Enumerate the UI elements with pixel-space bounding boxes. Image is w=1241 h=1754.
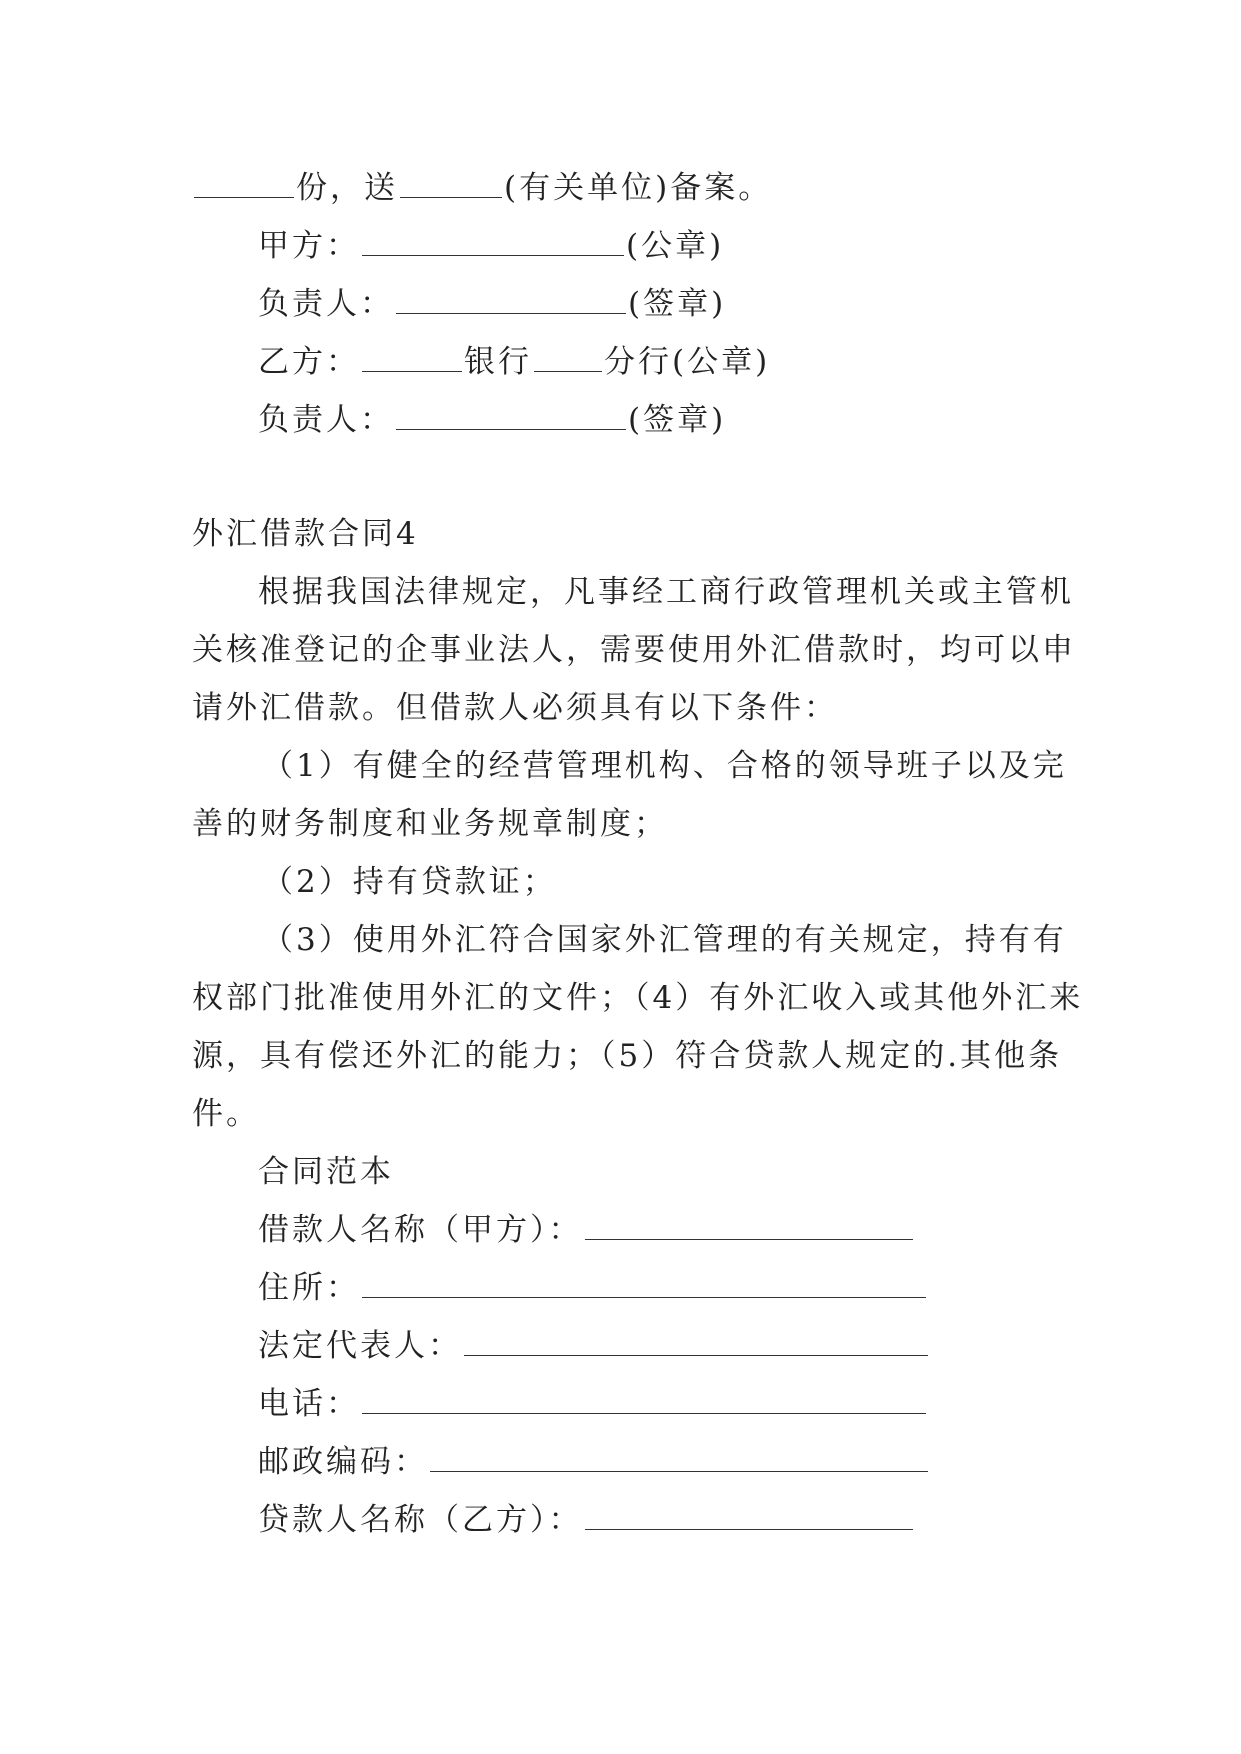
condition-1-line: （1）有健全的经营管理机构、合格的领导班子以及完	[262, 748, 1067, 784]
responsible-2-seal: (签章)	[628, 402, 727, 438]
responsible-1-label: 负责人：	[258, 286, 394, 322]
responsible-2-label: 负责人：	[258, 402, 394, 438]
condition-3-line: （3）使用外汇符合国家外汇管理的有关规定，持有有	[262, 922, 1067, 958]
filing-text-b: (有关单位)备案。	[504, 170, 773, 206]
copies-blank	[194, 171, 294, 198]
responsible-1-blank	[396, 287, 626, 314]
party-b-bank-blank	[362, 345, 462, 372]
postal-code-blank	[430, 1445, 928, 1472]
postal-code-field	[258, 1442, 930, 1482]
section-title: 外汇借款合同4	[192, 516, 419, 552]
party-a-blank	[362, 229, 624, 256]
body-line: 源，具有偿还外汇的能力；（5）符合贷款人规定的.其他条	[192, 1038, 1063, 1074]
party-a-label: 甲方：	[258, 228, 360, 264]
borrower-name-blank	[585, 1213, 913, 1240]
party-a-seal: (公章)	[626, 228, 725, 264]
legal-representative-label: 法定代表人：	[258, 1328, 462, 1364]
body-line: 善的财务制度和业务规章制度；	[192, 806, 668, 842]
body-line: 根据我国法律规定，凡事经工商行政管理机关或主管机	[258, 574, 1074, 610]
address-blank	[362, 1271, 926, 1298]
legal-representative-blank	[464, 1329, 928, 1356]
borrower-name-label: 借款人名称（甲方）：	[258, 1212, 583, 1248]
body-line: 权部门批准使用外汇的文件；（4）有外汇收入或其他外汇来	[192, 980, 1084, 1016]
template-heading: 合同范本	[258, 1154, 394, 1190]
condition-2-line: （2）持有贷款证；	[262, 864, 557, 900]
borrower-name-field	[258, 1210, 915, 1250]
party-b-line	[258, 342, 770, 382]
filing-line	[192, 168, 772, 208]
party-b-label: 乙方：	[258, 344, 360, 380]
lender-name-label: 贷款人名称（乙方）：	[258, 1502, 583, 1538]
party-a-line	[258, 226, 724, 266]
postal-code-label: 邮政编码：	[258, 1444, 428, 1480]
responsible-1-line	[258, 284, 726, 324]
body-line: 请外汇借款。但借款人必须具有以下条件：	[192, 690, 838, 726]
body-line: 关核准登记的企事业法人，需要使用外汇借款时，均可以申	[192, 632, 1076, 668]
unit-blank	[400, 171, 502, 198]
legal-representative-field	[258, 1326, 930, 1366]
lender-name-blank	[585, 1503, 913, 1530]
phone-blank	[362, 1387, 926, 1414]
phone-field	[258, 1384, 928, 1424]
address-label: 住所：	[258, 1270, 360, 1306]
lender-name-field	[258, 1500, 915, 1540]
address-field	[258, 1268, 928, 1308]
responsible-1-seal: (签章)	[628, 286, 727, 322]
party-b-bank: 银行	[464, 344, 532, 380]
filing-text-a: 份，送	[296, 170, 398, 206]
party-b-branch-blank	[534, 345, 602, 372]
phone-label: 电话：	[258, 1386, 360, 1422]
responsible-2-blank	[396, 403, 626, 430]
body-line: 件。	[192, 1096, 260, 1132]
responsible-2-line	[258, 400, 726, 440]
party-b-branch: 分行(公章)	[604, 344, 771, 380]
